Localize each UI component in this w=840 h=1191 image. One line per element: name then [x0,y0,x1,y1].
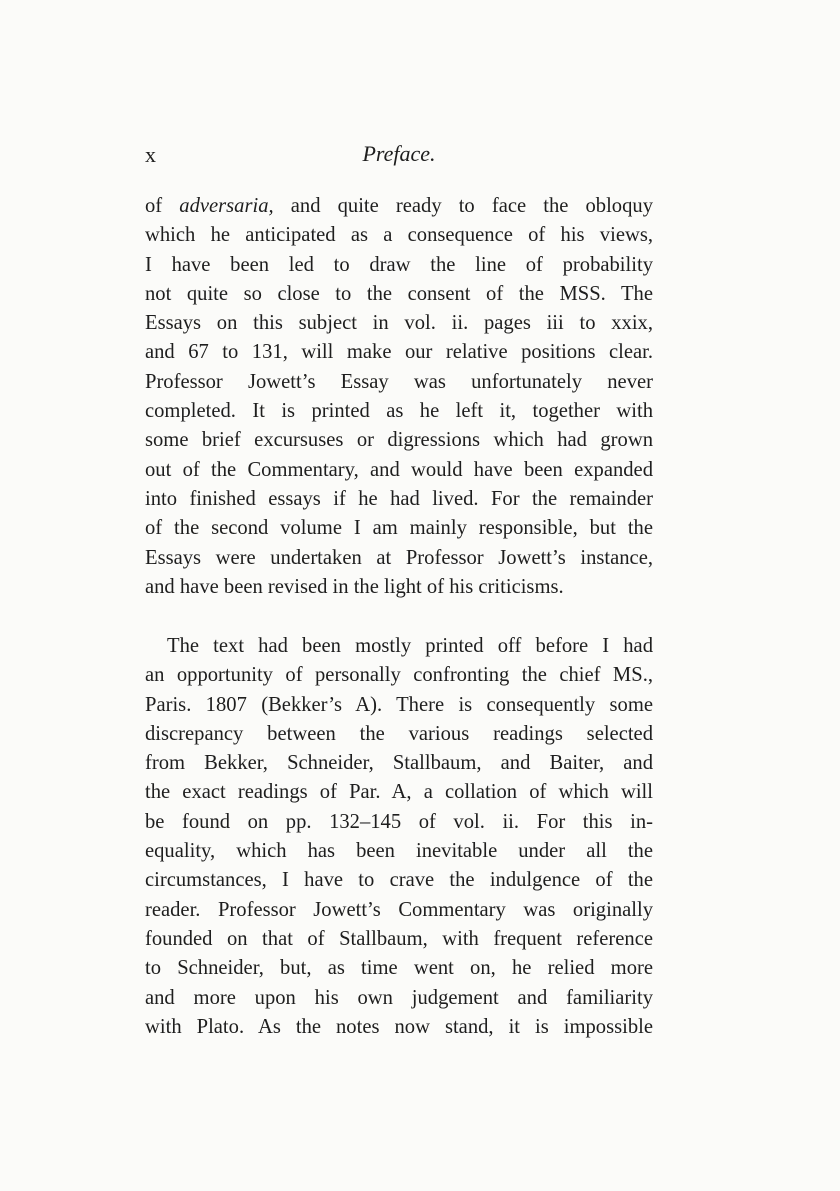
text-line: with Plato. As the notes now stand, it is impossible [145,1015,653,1038]
text-line: of the second volume I am mainly responsible, but the [145,517,653,540]
text-line: Essays were undertaken at Professor Jowett’s instance, [145,546,653,569]
text-line: circumstances, I have to crave the indulgence of the [145,869,653,892]
text-line: of adversaria, and quite ready to face the obloquy [145,195,653,217]
italic-term: adversaria, [179,195,274,217]
text-line: to Schneider, but, as time went on, he relied more [145,957,653,980]
text-line: Essays on this subject in vol. ii. pages iii to xxix, [145,312,653,335]
paragraph-continued [145,192,653,602]
text-line: which he anticipated as a consequence of his views, [145,224,653,247]
text-line: The text had been mostly printed off before I had [167,635,653,657]
text-line: an opportunity of personally confronting the chief MS., [145,664,653,687]
running-title: Preface. [362,141,436,166]
text-line: Paris. 1807 (Bekker’s A). There is consequently some [145,693,653,716]
text-line: equality, which has been inevitable under all the [145,840,653,863]
text-line: not quite so close to the consent of the MSS. The [145,282,653,305]
text-line: completed. It is printed as he left it, together with [145,400,653,423]
paragraph [145,632,653,1042]
text-line: discrepancy between the various readings selected [145,722,653,745]
text-line: Professor Jowett’s Essay was unfortunately never [145,370,653,393]
text-line: from Bekker, Schneider, Stallbaum, and Baiter, and [145,752,653,775]
page-header [145,142,653,176]
text-line: reader. Professor Jowett’s Commentary was originally [145,898,653,921]
text-line: be found on pp. 132–145 of vol. ii. For this in- [145,810,653,833]
text-line: some brief excursuses or digressions which had grown [145,429,653,452]
page-number: x [145,142,157,167]
text-line: the exact readings of Par. A, a collation of which will [145,781,653,804]
text-line: into finished essays if he had lived. For the remainder [145,487,653,510]
text-line: founded on that of Stallbaum, with frequent reference [145,927,653,950]
text-line: out of the Commentary, and would have been expanded [145,458,653,481]
text-line: and 67 to 131, will make our relative positions clear. [145,341,653,364]
text-line: and more upon his own judgement and familiarity [145,986,653,1009]
text-line: and have been revised in the light of his criticisms. [145,575,564,598]
text-line: I have been led to draw the line of probability [145,253,653,276]
